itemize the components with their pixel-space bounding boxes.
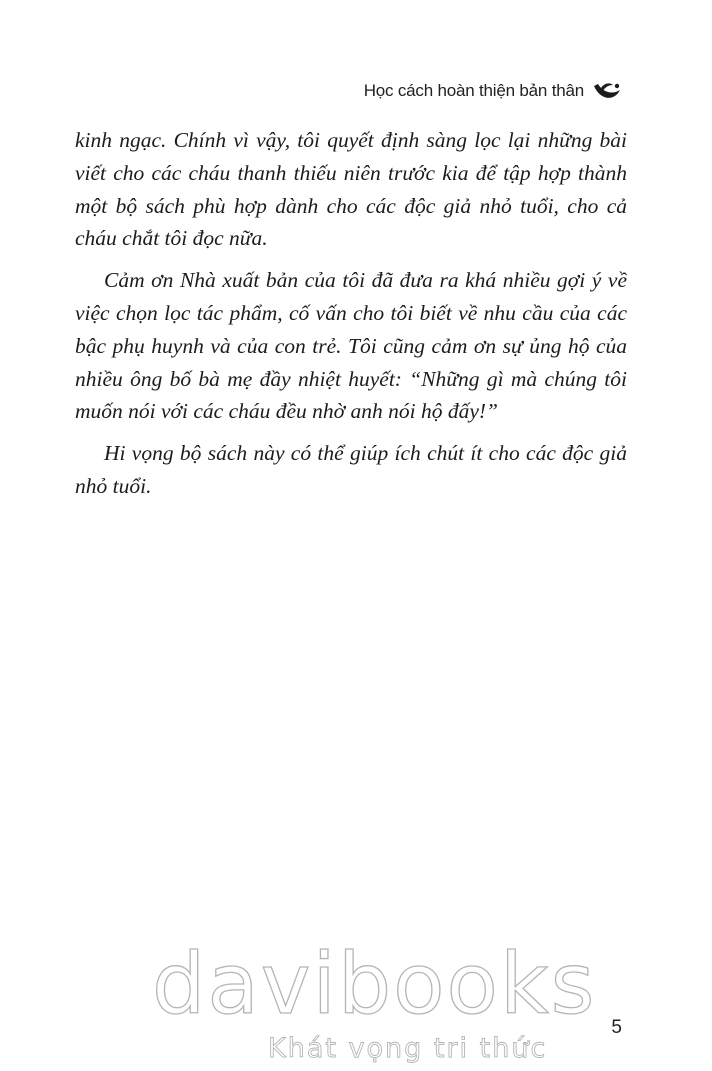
running-header <box>364 80 622 102</box>
running-title: Học cách hoàn thiện bản thân <box>363 81 584 100</box>
paragraph-3: Hi vọng bộ sách này có thể giúp ích chút ít cho các độc giả nhỏ tuổi. <box>75 441 627 498</box>
page-number: 5 <box>611 1017 622 1038</box>
watermark <box>150 935 597 1071</box>
paragraph-2: Cảm ơn Nhà xuất bản của tôi đã đưa ra khá nhiều gợi ý về việc chọn lọc tác phẩm, cố vấn cho tôi biết về nhu cầu của các bậc phụ huynh và của con trẻ. Tôi cũng cảm ơn sự ủng hộ của nhiều ông bố bà mẹ đầy nhiệt huyết: “Những gì mà chúng tôi muốn nói với các cháu đều nhờ anh nói hộ đấy!” <box>75 268 627 424</box>
watermark-brand: davibooks <box>152 935 597 1033</box>
body-text <box>75 124 627 512</box>
leaf-ornament-icon <box>592 80 622 102</box>
paragraph-1: kinh ngạc. Chính vì vậy, tôi quyết định sàng lọc lại những bài viết cho các cháu thanh thiếu niên trước kia để tập hợp thành một bộ sách phù hợp dành cho các độc giả nhỏ tuổi, cho cả cháu chắt tôi đọc nữa. <box>75 128 627 251</box>
watermark-tagline: Khát vọng tri thức <box>268 1033 548 1064</box>
